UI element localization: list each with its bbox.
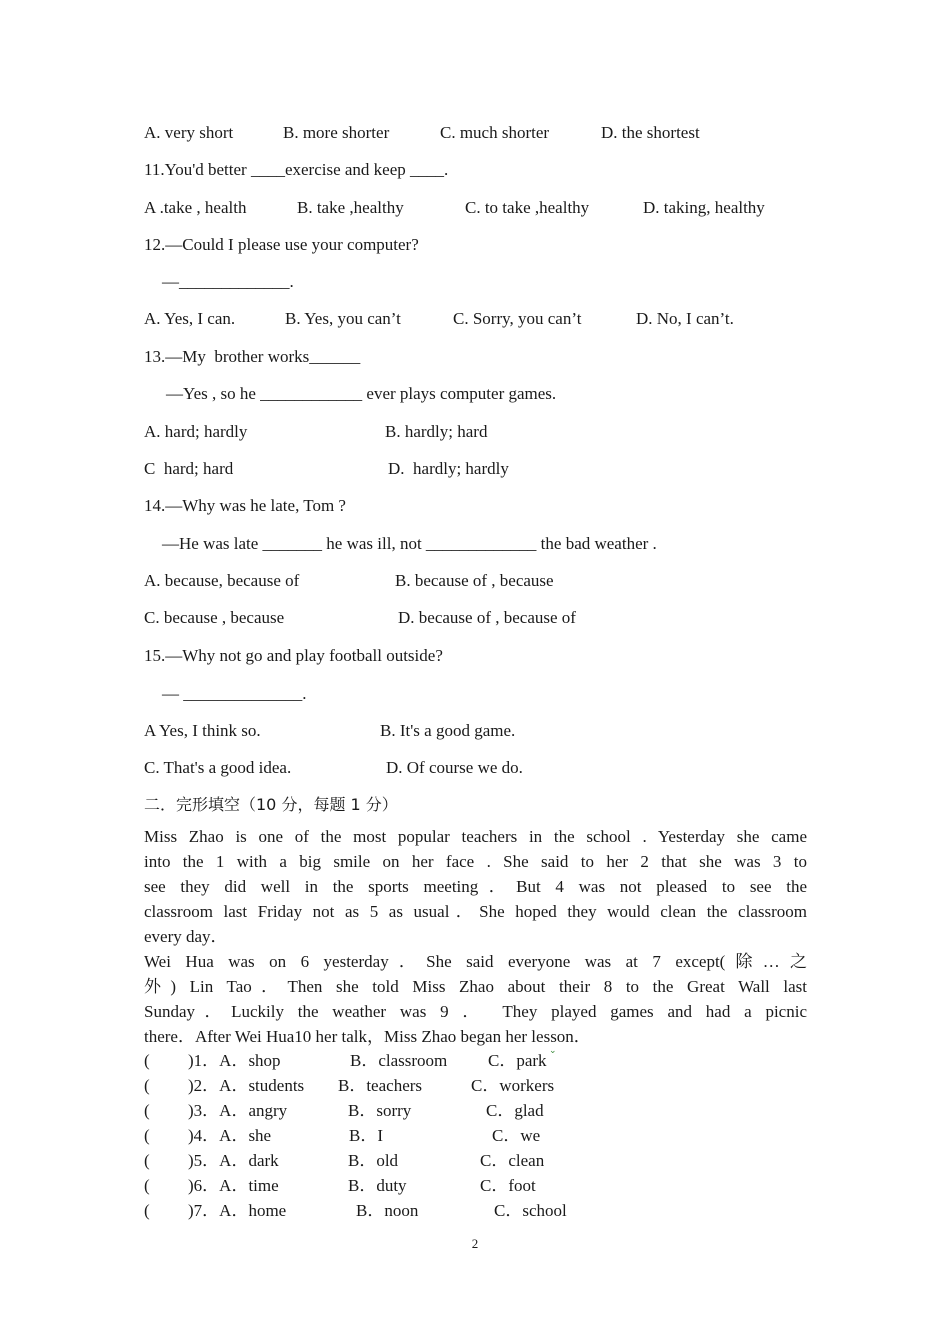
q11-option-b: B. take ,healthy (297, 198, 404, 217)
cloze-item-7-b: B．noon (356, 1201, 419, 1220)
page-number: 2 (471, 1236, 479, 1251)
q11-option-a: A .take , health (144, 198, 247, 217)
cloze-item-2-b: B．teachers (338, 1076, 423, 1095)
q15-option-b: B. It's a good game. (380, 721, 516, 740)
cloze-item-7-c: C．school (494, 1201, 567, 1220)
passage-line: there．After Wei Hua10 her talk，Miss Zhao began her lesson． (144, 1027, 591, 1046)
cloze-item-4-c: C．we (492, 1126, 541, 1145)
answer-paren[interactable]: ( (144, 1101, 150, 1120)
answer-paren[interactable]: ( (144, 1051, 150, 1070)
passage-paragraph-1 (144, 824, 807, 949)
answer-paren[interactable]: ( (144, 1176, 150, 1195)
cloze-item-7-a: )7．A．home (188, 1201, 287, 1220)
q10-option-d: D. the shortest (601, 123, 700, 142)
q10-option-c: C. much shorter (440, 123, 550, 142)
cloze-item-4-b: B．I (349, 1126, 383, 1145)
q12-option-a: A. Yes, I can. (144, 309, 236, 328)
q15-reply: — ______________. (162, 684, 307, 703)
cloze-item-6-b: B．duty (348, 1176, 407, 1195)
q14-option-b: B. because of , because (395, 571, 554, 590)
cloze-item-6-c: C．foot (480, 1176, 536, 1195)
q12-stem: 12.—Could I please use your computer? (144, 235, 419, 254)
passage-line: into the 1 with a big smile on her face . She said to her 2 that she was 3 to (144, 852, 807, 871)
cloze-item-5-c: C．clean (480, 1151, 545, 1170)
q13-reply: —Yes , so he ____________ ever plays computer games. (166, 384, 557, 403)
passage-line: every day． (144, 927, 228, 946)
q13-option-a: A. hard; hardly (144, 422, 248, 441)
q12-option-d: D. No, I can’t. (636, 309, 734, 328)
q10-option-b: B. more shorter (283, 123, 390, 142)
cloze-item-5-a: )5．A．dark (188, 1151, 279, 1170)
q14-option-a: A. because, because of (144, 571, 300, 590)
q12-option-c: C. Sorry, you can’t (453, 309, 582, 328)
answer-paren[interactable]: ( (144, 1076, 150, 1095)
cloze-item-1-c: C．park (488, 1051, 547, 1070)
q12-option-b: B. Yes, you can’t (285, 309, 401, 328)
q12-reply: —_____________. (162, 272, 294, 291)
cloze-item-3-c: C．glad (486, 1101, 544, 1120)
q13-option-c: C hard; hard (144, 459, 234, 478)
answer-paren[interactable]: ( (144, 1151, 150, 1170)
q14-stem: 14.—Why was he late, Tom ? (144, 496, 346, 515)
q15-stem: 15.—Why not go and play football outside? (144, 646, 443, 665)
answer-paren[interactable]: ( (144, 1201, 150, 1220)
q14-option-d: D. because of , because of (398, 608, 576, 627)
section-heading: 二．完形填空（10 分，每题 1 分） (144, 795, 398, 814)
passage-line: Miss Zhao is one of the most popular teachers in the school . Yesterday she came (144, 827, 807, 846)
q15-option-c: C. That's a good idea. (144, 758, 292, 777)
q14-reply: —He was late _______ he was ill, not _____________ the bad weather . (162, 534, 657, 553)
passage-line: see they did well in the sports meeting．But 4 was not pleased to see the (144, 877, 807, 896)
q13-option-b: B. hardly; hard (385, 422, 488, 441)
q11-option-c: C. to take ,healthy (465, 198, 590, 217)
cloze-item-2-c: C．workers (471, 1076, 555, 1095)
passage-line: classroom last Friday not as 5 as usual．She hoped they would clean the classroom (144, 902, 807, 921)
cloze-item-1-a: )1．A．shop (188, 1051, 281, 1070)
cloze-item-3-a: )3．A．angry (188, 1101, 288, 1120)
passage-line: 外) Lin Tao．Then she told Miss Zhao about their 8 to the Great Wall last (144, 977, 807, 996)
passage-paragraph-2 (144, 949, 807, 1049)
q14-option-c: C. because , because (144, 608, 285, 627)
q11-stem: 11.You'd better ____exercise and keep ____. (144, 160, 449, 179)
cloze-item-2-a: )2．A．students (188, 1076, 305, 1095)
answer-paren[interactable]: ( (144, 1126, 150, 1145)
cloze-item-6-a: )6．A．time (188, 1176, 279, 1195)
q15-option-d: D. Of course we do. (386, 758, 523, 777)
cloze-item-4-a: )4．A．she (188, 1126, 272, 1145)
q10-option-a: A. very short (144, 123, 234, 142)
edit-mark-icon: ⌄ (549, 1045, 557, 1055)
cloze-item-1-b: B．classroom (350, 1051, 448, 1070)
passage-line: Wei Hua was on 6 yesterday．She said everyone was at 7 except(除…之 (144, 952, 807, 971)
cloze-item-5-b: B．old (348, 1151, 399, 1170)
q11-option-d: D. taking, healthy (643, 198, 765, 217)
q15-option-a: A Yes, I think so. (144, 721, 261, 740)
cloze-item-3-b: B．sorry (348, 1101, 412, 1120)
passage-line: Sunday．Luckily the weather was 9 ． They played games and had a picnic (144, 1002, 807, 1021)
q13-option-d: D. hardly; hardly (388, 459, 509, 478)
q13-stem: 13.—My brother works______ (144, 347, 361, 366)
